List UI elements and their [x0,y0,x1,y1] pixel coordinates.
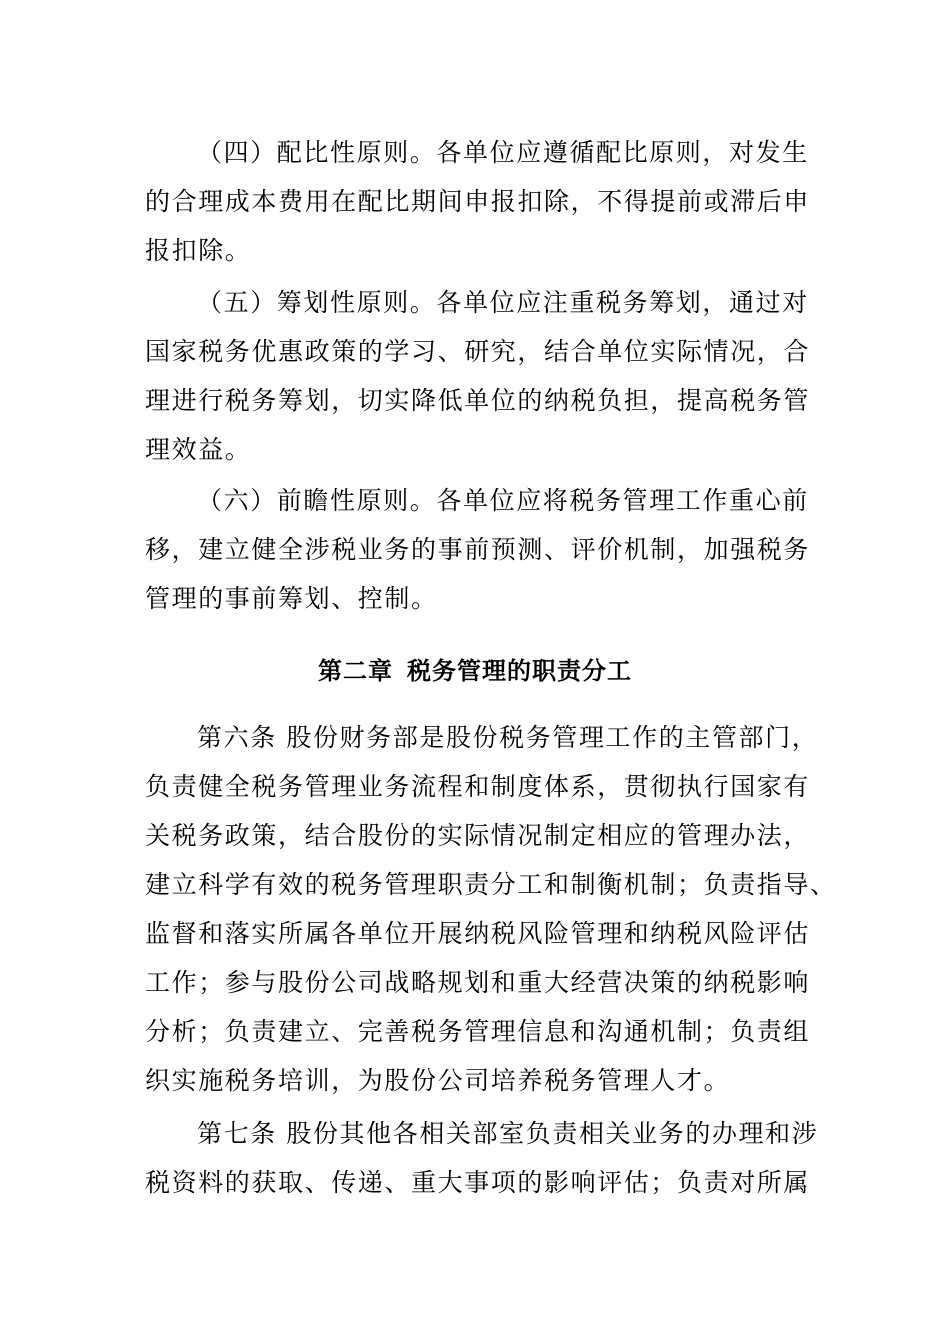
paragraph-line: 理效益。 [145,435,252,464]
paragraph-line: 第六条 股份财务部是股份税务管理工作的主管部门， [197,723,819,752]
paragraph-line: 国家税务优惠政策的学习、研究，结合单位实际情况，合 [145,337,811,366]
paragraph-line: 工作；参与股份公司战略规划和重大经营决策的纳税影响 [145,968,811,997]
paragraph-line: 第七条 股份其他各相关部室负责相关业务的办理和涉 [197,1119,819,1148]
paragraph-line: （六）前瞻性原则。各单位应将税务管理工作重心前 [197,486,809,515]
paragraph-line: 织实施税务培训，为股份公司培养税务管理人才。 [145,1066,731,1095]
paragraph-line: 管理的事前筹划、控制。 [145,584,438,613]
paragraph-line: 的合理成本费用在配比期间申报扣除，不得提前或滞后申 [145,187,811,216]
paragraph-line: 建立科学有效的税务管理职责分工和制衡机制；负责指导、 [145,870,837,899]
paragraph-line: 监督和落实所属各单位开展纳税风险管理和纳税风险评估 [145,919,811,948]
chapter-number: 第二章 [318,657,393,685]
paragraph-line: 关税务政策，结合股份的实际情况制定相应的管理办法， [145,821,811,850]
paragraph-line: （五）筹划性原则。各单位应注重税务筹划，通过对 [197,288,809,317]
paragraph-line: 分析；负责建立、完善税务管理信息和沟通机制；负责组 [145,1017,811,1046]
paragraph-line: 理进行税务筹划，切实降低单位的纳税负担，提高税务管 [145,386,811,415]
paragraph-line: （四）配比性原则。各单位应遵循配比原则，对发生 [197,138,809,167]
chapter-title: 税务管理的职责分工 [407,657,632,685]
paragraph-line: 负责健全税务管理业务流程和制度体系，贯彻执行国家有 [145,772,811,801]
paragraph-line: 报扣除。 [145,236,252,265]
paragraph-line: 税资料的获取、传递、重大事项的影响评估；负责对所属 [145,1168,811,1197]
paragraph-line: 移，建立健全涉税业务的事前预测、评价机制，加强税务 [145,535,811,564]
chapter-heading [0,649,950,693]
